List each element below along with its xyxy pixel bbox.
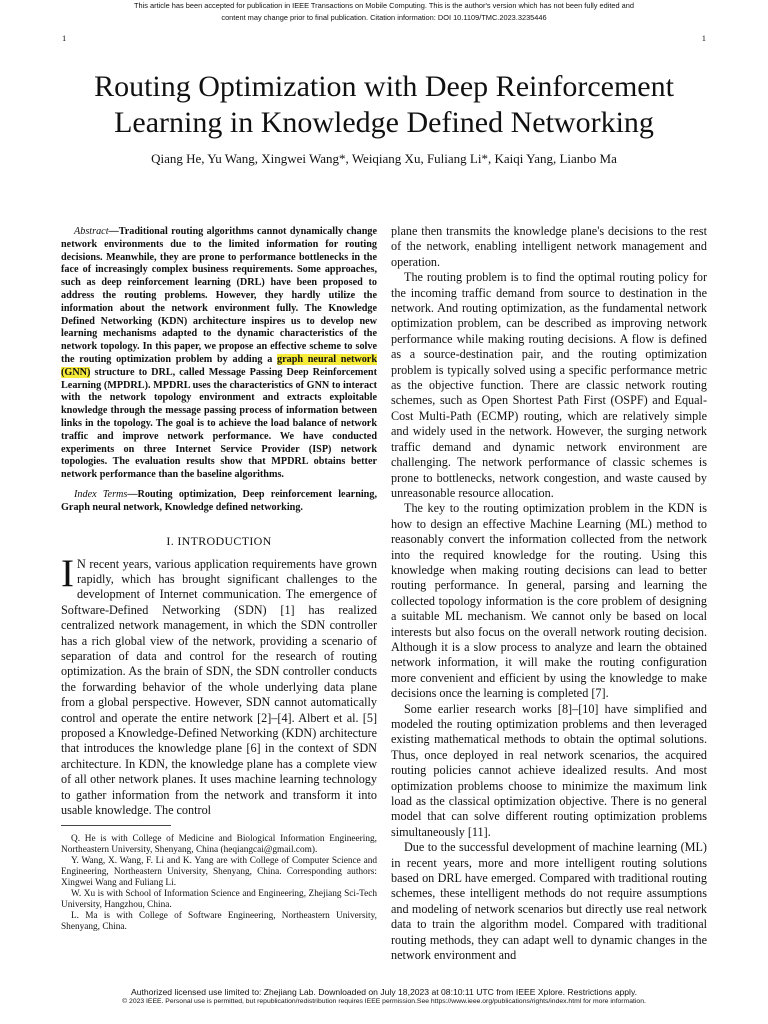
publication-notice	[0, 0, 768, 24]
intro-paragraph-1-text: N recent years, various application requirements have grown rapidly, which has brought significant challenges to the development of Internet communication. The emergence of Software-Defined Networking (SDN) [1] has realized centralized network management, in which the SDN controller has a rich global view of the network, providing a scenario of separation of data and control for the research of routing optimization. As the brain of SDN, the SDN controller conducts the forwarding behavior of the whole underlying data plane from a global perspective. However, SDN cannot automatically control and operate the entire network [2]–[4]. Albert et al. [5] proposed a Knowledge-Defined Networking (KDN) architecture that introduces the knowledge plane [6] in the context of SDN architecture. In KDN, the knowledge plane has a complete view of all other network planes. It uses machine learning technology to gather information from the network and transform it into usable knowledge. The control	[61, 556, 377, 818]
notice-line-1: This article has been accepted for publication in IEEE Transactions on Mobile Computing. This is the author's version which has not been fully edited and	[133, 1, 634, 10]
drop-cap: I	[61, 551, 74, 595]
index-terms-label: Index Terms	[74, 488, 128, 500]
abstract-label: Abstract	[74, 226, 109, 237]
abstract-text-2: structure to DRL, called Message Passing Deep Reinforcement Learning (MPDRL). MPDRL uses the characteristics of GNN to interact with the network topology environment and extracts exploitable knowledge through the message passing process of information between links in the topology. The goal is to achieve the load balance of network traffic and improve network performance. We have conducted experiments on three Internet Service Provider (ISP) network topologies. The evaluation results show that MPDRL obtains better network performance than the baseline algorithms.	[61, 366, 377, 481]
intro-paragraph-1	[61, 551, 377, 819]
paragraph-routing-problem: The routing problem is to find the optimal routing policy for the incoming traffic demand from source to destination in the network. And routing optimization, as the fundamental network optimization problem, can be described as improving network performance while making routing decisions. A flow is defined as a source-destination pair, and the routing optimization problem is typically solved using a specific performance metric as the objective function. There are classic network routing schemes, such as Open Shortest Path First (OSPF) and Equal-Cost Multi-Path (ECMP) routing, which are relatively simple and widely used in the network. However, the surging network traffic demand and dynamic network environment are challenging. The network performance of classic schemes is prone to bottlenecks, network congestion, and waste caused by unreasonable resource allocation.	[391, 270, 707, 500]
title-line-1: Routing Optimization with Deep Reinforcement	[94, 70, 674, 103]
footnote-rule	[61, 825, 171, 826]
copyright-notice: © 2023 IEEE. Personal use is permitted, but republication/redistribution requires IEEE permission.See https://www.ieee.org/publications/rights/index.html for more information.	[122, 998, 646, 1005]
notice-line-2: content may change prior to final publication. Citation information: DOI 10.1109/TMC.2023.3235446	[221, 13, 547, 22]
abstract-highlight: graph neural network (GNN)	[61, 353, 377, 378]
paragraph-ml-development: Due to the successful development of machine learning (ML) in recent years, more and more intelligent routing solutions based on DRL have emerged. Compared with traditional routing schemes, these intelligent methods do not require assumptions and modeling of network scenarios but directly use real network data to train the algorithm model. Compared with traditional routing methods, they can adapt well to dynamic changes in the network environment and	[391, 840, 707, 963]
footnote-3: W. Xu is with School of Information Science and Engineering, Zhejiang Sci-Tech University, Hangzhou, China.	[61, 889, 377, 911]
index-terms-text: —Routing optimization, Deep reinforcement learning, Graph neural network, Knowledge defined networking.	[61, 488, 377, 513]
left-column	[61, 226, 377, 933]
index-terms	[61, 489, 377, 515]
author-list: Qiang He, Yu Wang, Xingwei Wang*, Weiqiang Xu, Fuliang Li*, Kaiqi Yang, Lianbo Ma	[151, 151, 617, 166]
paper-title	[40, 69, 728, 141]
paragraph-earlier-works: Some earlier research works [8]–[10] have simplified and modeled the routing optimization problems and then leveraged existing mathematical methods to obtain the optimal solutions. Thus, once deployed in real network scenarios, the acquired routing policies cannot achieve idealized results. And most optimization problems choose to minimize the maximum link load as the classical optimization objective. There is no general model that can solve different routing optimization problems simultaneously [11].	[391, 701, 707, 839]
paragraph-continuation: plane then transmits the knowledge plane's decisions to the rest of the network, enabling intelligent network management and operation.	[391, 224, 707, 269]
section-heading-introduction: I. INTRODUCTION	[166, 533, 272, 548]
footnote-1: Q. He is with College of Medicine and Biological Information Engineering, Northeastern University, Shenyang, China (heqiangcai@gmail.com).	[61, 834, 377, 856]
page-number-left: 1	[62, 33, 67, 43]
right-column	[391, 224, 707, 964]
footnote-4: L. Ma is with College of Software Engineering, Northeastern University, Shenyang, China.	[61, 911, 377, 933]
footnote-2: Y. Wang, X. Wang, F. Li and K. Yang are with College of Computer Science and Engineering, Northeastern University, Shenyang, China. Corresponding authors: Xingwei Wang and Fuliang Li.	[61, 856, 377, 889]
page-number-right: 1	[701, 33, 706, 43]
paragraph-kdn-key: The key to the routing optimization problem in the KDN is how to design an effective Machine Learning (ML) method to reasonably convert the information collected from the network into the required knowledge for the routing. Using this knowledge when making routing decisions can lead to better routing performance. In general, parsing and learning the collected topology information is the core problem of designing a suitable ML mechanism. We cannot only be based on local interests but also focus on the overall network routing decision. Although it is a slow process to analyze and learn the obtained network information, it will make the routing configuration more convenient and efficient by using the knowledge to make decisions once the learning is completed [7].	[391, 501, 707, 701]
license-notice: Authorized licensed use limited to: Zhejiang Lab. Downloaded on July 18,2023 at 08:10:11 UTC from IEEE Xplore. Restrictions apply.	[130, 987, 638, 997]
abstract	[61, 226, 377, 482]
abstract-text-1: —Traditional routing algorithms cannot dynamically change network environments due to the limited information for routing decisions. Meanwhile, they are prone to performance bottlenecks in the face of increasingly complex business requirements. Some approaches, such as deep reinforcement learning (DRL) have been proposed to address the routing problems. However, they hardly utilize the information about the network environment fully. The Knowledge Defined Networking (KDN) architecture inspires us to develop new learning mechanisms adapted to the dynamic characteristics of the network topology. In this paper, we propose an effective scheme to solve the routing optimization problem by adding a	[61, 226, 377, 365]
title-line-2: Learning in Knowledge Defined Networking	[114, 106, 654, 139]
